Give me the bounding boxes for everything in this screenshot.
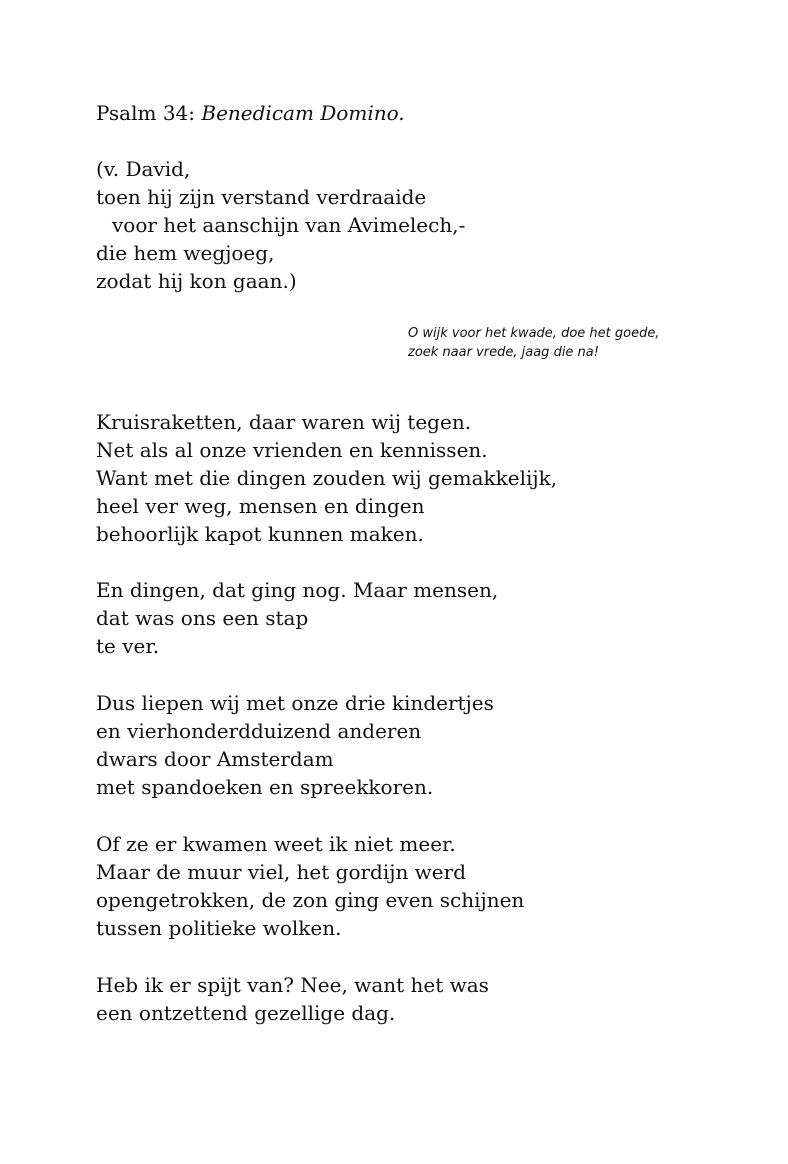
poem-line: te ver. [96, 634, 160, 658]
poem-line: Of ze er kwamen weet ik niet meer. [96, 832, 456, 856]
stanza-3 [96, 689, 494, 801]
superscription [96, 155, 465, 295]
poem-line: dat was ons een stap [96, 606, 309, 630]
poem-line: tussen politieke wolken. [96, 916, 342, 940]
psalm-title-latin: Benedicam Domino. [201, 101, 405, 125]
poem-line: Maar de muur viel, het gordijn werd [96, 860, 466, 884]
stanza-1 [96, 408, 557, 548]
poem-line: heel ver weg, mensen en dingen [96, 494, 425, 518]
poem-line: met spandoeken en spreekkoren. [96, 775, 434, 799]
superscription-line: toen hij zijn verstand verdraaide [96, 185, 427, 209]
poem-line: Dus liepen wij met onze drie kindertjes [96, 691, 494, 715]
psalm-title [96, 99, 405, 127]
poem-line: en vierhonderdduizend anderen [96, 719, 422, 743]
poem-line: opengetrokken, de zon ging even schijnen [96, 888, 525, 912]
poem-line: Net als al onze vrienden en kennissen. [96, 438, 488, 462]
superscription-line: voor het aanschijn van Avimelech,- [112, 213, 466, 237]
poem-line: En dingen, dat ging nog. Maar mensen, [96, 578, 499, 602]
poem-line: Heb ik er spijt van? Nee, want het was [96, 973, 489, 997]
stanza-4 [96, 830, 524, 942]
superscription-line: die hem wegjoeg, [96, 241, 275, 265]
poem-line: behoorlijk kapot kunnen maken. [96, 522, 424, 546]
poem-line: dwars door Amsterdam [96, 747, 334, 771]
poem-line: Kruisraketten, daar waren wij tegen. [96, 410, 472, 434]
superscription-line: zodat hij kon gaan.) [96, 269, 297, 293]
stanza-2 [96, 576, 498, 660]
epigraph-line: zoek naar vrede, jaag die na! [408, 345, 599, 360]
epigraph [408, 324, 659, 362]
poem-line: een ontzettend gezellige dag. [96, 1001, 396, 1025]
superscription-line: (v. David, [96, 157, 191, 181]
stanza-5 [96, 971, 489, 1027]
epigraph-line: O wijk voor het kwade, doe het goede, [408, 326, 660, 341]
psalm-title-prefix: Psalm 34: [96, 101, 202, 125]
poem-line: Want met die dingen zouden wij gemakkelijk, [96, 466, 558, 490]
